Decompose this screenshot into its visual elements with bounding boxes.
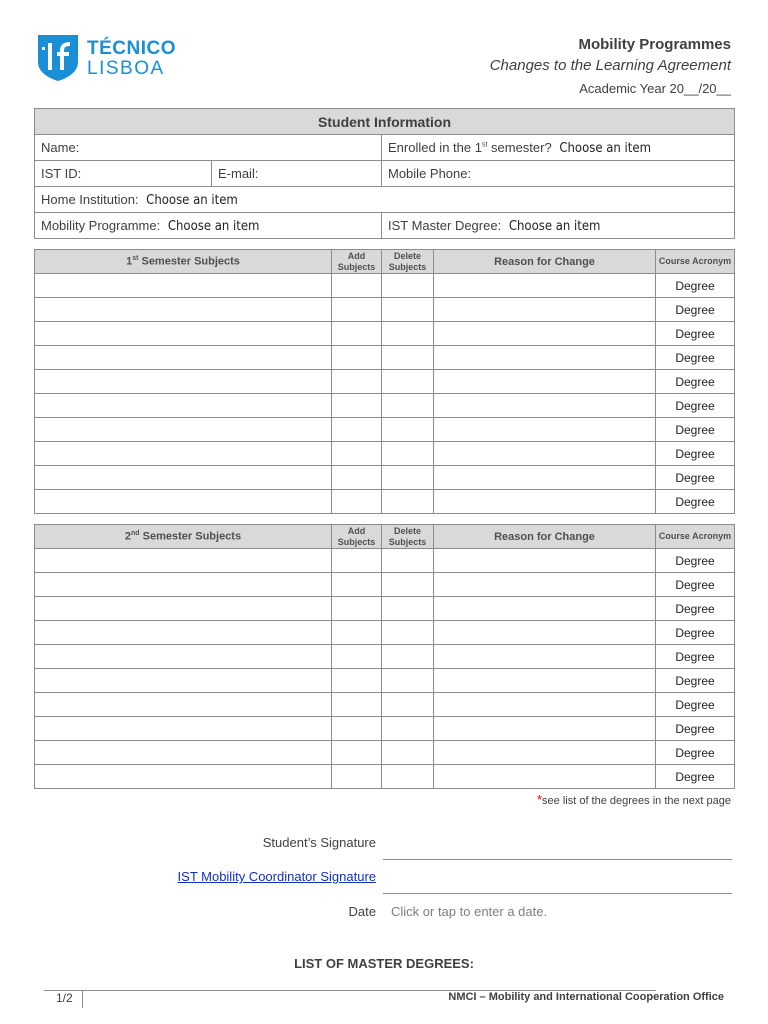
course-acronym-header: Course Acronym — [656, 525, 735, 549]
second-semester-table — [34, 524, 735, 789]
subject-cell[interactable] — [35, 765, 332, 789]
master-degree-dropdown[interactable]: Choose an item — [508, 218, 601, 234]
add-subject-cell[interactable] — [332, 418, 382, 442]
reason-cell[interactable] — [434, 322, 656, 346]
add-subject-cell[interactable] — [332, 765, 382, 789]
course-acronym-dropdown[interactable]: Degree — [656, 693, 735, 717]
email-label: E-mail: — [218, 166, 259, 181]
delete-subject-cell[interactable] — [382, 597, 434, 621]
home-institution-field[interactable] — [35, 187, 735, 213]
reason-cell[interactable] — [434, 490, 656, 514]
reason-for-change-header: Reason for Change — [434, 525, 656, 549]
subject-cell[interactable] — [35, 597, 332, 621]
add-subject-cell[interactable] — [332, 394, 382, 418]
subject-cell[interactable] — [35, 573, 332, 597]
table-row — [35, 693, 735, 717]
reason-cell[interactable] — [434, 442, 656, 466]
course-acronym-dropdown[interactable]: Degree — [656, 490, 735, 514]
reason-cell[interactable] — [434, 274, 656, 298]
course-acronym-dropdown[interactable]: Degree — [656, 274, 735, 298]
reason-cell[interactable] — [434, 549, 656, 573]
reason-for-change-header: Reason for Change — [434, 250, 656, 274]
subject-cell[interactable] — [35, 442, 332, 466]
course-acronym-dropdown[interactable]: Degree — [656, 370, 735, 394]
logo-text-lisboa: LISBOA — [87, 57, 165, 79]
subject-cell[interactable] — [35, 717, 332, 741]
table-row — [35, 741, 735, 765]
reason-cell[interactable] — [434, 573, 656, 597]
course-acronym-dropdown[interactable]: Degree — [656, 322, 735, 346]
add-subject-cell[interactable] — [332, 370, 382, 394]
delete-subject-cell[interactable] — [382, 765, 434, 789]
student-information-table — [34, 108, 735, 239]
mobile-phone-field[interactable] — [382, 161, 735, 187]
course-acronym-dropdown[interactable]: Degree — [656, 597, 735, 621]
reason-cell[interactable] — [434, 621, 656, 645]
mobility-programme-dropdown[interactable]: Choose an item — [167, 218, 260, 234]
course-acronym-dropdown[interactable]: Degree — [656, 741, 735, 765]
table-row — [35, 765, 735, 789]
subject-cell[interactable] — [35, 322, 332, 346]
subject-cell[interactable] — [35, 346, 332, 370]
table-row — [35, 490, 735, 514]
delete-subject-cell[interactable] — [382, 322, 434, 346]
coordinator-signature-line[interactable] — [383, 893, 732, 894]
delete-subject-cell[interactable] — [382, 274, 434, 298]
delete-subject-cell[interactable] — [382, 573, 434, 597]
delete-subject-cell[interactable] — [382, 346, 434, 370]
date-label: Date — [348, 904, 376, 919]
page-number-separator — [82, 990, 83, 1008]
table-row — [35, 621, 735, 645]
reason-cell[interactable] — [434, 645, 656, 669]
course-acronym-dropdown[interactable]: Degree — [656, 298, 735, 322]
delete-subject-cell[interactable] — [382, 466, 434, 490]
subject-cell[interactable] — [35, 621, 332, 645]
course-acronym-dropdown[interactable]: Degree — [656, 346, 735, 370]
document-subtitle: Changes to the Learning Agreement — [489, 57, 731, 74]
add-subject-cell[interactable] — [332, 573, 382, 597]
course-acronym-dropdown[interactable]: Degree — [656, 645, 735, 669]
course-acronym-dropdown[interactable]: Degree — [656, 394, 735, 418]
master-degree-field[interactable] — [382, 213, 735, 239]
subject-cell[interactable] — [35, 394, 332, 418]
course-acronym-header: Course Acronym — [656, 250, 735, 274]
subject-cell[interactable] — [35, 693, 332, 717]
delete-subject-cell[interactable] — [382, 645, 434, 669]
add-subjects-header: Add Subjects — [332, 525, 382, 549]
table-row — [35, 597, 735, 621]
student-signature-label: Student’s Signature — [262, 835, 376, 850]
delete-subjects-header: Delete Subjects — [382, 525, 434, 549]
ist-logo — [37, 34, 176, 82]
add-subject-cell[interactable] — [332, 693, 382, 717]
reason-cell[interactable] — [434, 298, 656, 322]
reason-cell[interactable] — [434, 741, 656, 765]
table-row — [35, 645, 735, 669]
table-row — [35, 274, 735, 298]
document-title: Mobility Programmes — [578, 36, 731, 53]
degrees-note — [537, 792, 731, 807]
enrolled-field[interactable] — [382, 135, 735, 161]
delete-subject-cell[interactable] — [382, 298, 434, 322]
table-row — [35, 717, 735, 741]
table-row — [35, 573, 735, 597]
student-information-title: Student Information — [35, 109, 735, 135]
reason-cell[interactable] — [434, 717, 656, 741]
academic-year-field[interactable]: Academic Year 20__/20__ — [579, 81, 731, 96]
add-subject-cell[interactable] — [332, 669, 382, 693]
add-subject-cell[interactable] — [332, 549, 382, 573]
coordinator-signature-label — [178, 869, 376, 884]
logo-text-tecnico: TÉCNICO — [87, 37, 176, 59]
reason-cell[interactable] — [434, 394, 656, 418]
table-row — [35, 346, 735, 370]
reason-cell[interactable] — [434, 466, 656, 490]
master-degrees-list-title: LIST OF MASTER DEGREES: — [294, 956, 474, 971]
delete-subject-cell[interactable] — [382, 394, 434, 418]
document-header — [490, 36, 731, 96]
mobile-phone-label: Mobile Phone: — [388, 166, 472, 181]
reason-cell[interactable] — [434, 597, 656, 621]
add-subject-cell[interactable] — [332, 717, 382, 741]
course-acronym-dropdown[interactable]: Degree — [656, 621, 735, 645]
reason-cell[interactable] — [434, 370, 656, 394]
home-institution-dropdown[interactable]: Choose an item — [146, 192, 238, 208]
course-acronym-dropdown[interactable]: Degree — [656, 442, 735, 466]
subject-cell[interactable] — [35, 418, 332, 442]
degrees-note-text: see list of the degrees in the next page — [542, 795, 731, 807]
add-subject-cell[interactable] — [332, 597, 382, 621]
subject-cell[interactable] — [35, 669, 332, 693]
footer-office-name: NMCI – Mobility and International Cooperation Office — [448, 991, 724, 1003]
course-acronym-dropdown[interactable]: Degree — [656, 765, 735, 789]
delete-subject-cell[interactable] — [382, 741, 434, 765]
enrolled-label: Enrolled in the 1st semester? — [388, 139, 552, 155]
subject-cell[interactable] — [35, 490, 332, 514]
delete-subject-cell[interactable] — [382, 693, 434, 717]
delete-subject-cell[interactable] — [382, 549, 434, 573]
reason-cell[interactable] — [434, 693, 656, 717]
coordinator-signature-link[interactable]: IST Mobility Coordinator Signature — [177, 869, 376, 884]
home-institution-label: Home Institution: — [41, 191, 139, 207]
course-acronym-dropdown[interactable]: Degree — [656, 549, 735, 573]
table-row — [35, 669, 735, 693]
name-label: Name: — [41, 140, 80, 155]
delete-subject-cell[interactable] — [382, 669, 434, 693]
course-acronym-dropdown[interactable]: Degree — [656, 669, 735, 693]
delete-subject-cell[interactable] — [382, 370, 434, 394]
table-row — [35, 394, 735, 418]
course-acronym-dropdown[interactable]: Degree — [656, 418, 735, 442]
subject-cell[interactable] — [35, 298, 332, 322]
delete-subject-cell[interactable] — [382, 418, 434, 442]
asterisk-mark: * — [536, 792, 543, 807]
email-field[interactable] — [212, 161, 382, 187]
ist-id-field[interactable] — [35, 161, 212, 187]
add-subject-cell[interactable] — [332, 490, 382, 514]
table-row — [35, 298, 735, 322]
add-subject-cell[interactable] — [332, 322, 382, 346]
table-row — [35, 370, 735, 394]
add-subjects-header: Add Subjects — [332, 250, 382, 274]
table-row — [35, 322, 735, 346]
table-row — [35, 442, 735, 466]
table-row — [35, 466, 735, 490]
course-acronym-dropdown[interactable]: Degree — [656, 573, 735, 597]
enrolled-dropdown[interactable]: Choose an item — [559, 140, 651, 156]
page-number: 1/2 — [56, 991, 73, 1005]
subject-cell[interactable] — [35, 645, 332, 669]
first-semester-subjects-header: 1st Semester Subjects — [35, 250, 332, 274]
mobility-programme-label: Mobility Programme: — [41, 217, 161, 233]
table-row — [35, 549, 735, 573]
delete-subject-cell[interactable] — [382, 717, 434, 741]
subject-cell[interactable] — [35, 274, 332, 298]
add-subject-cell[interactable] — [332, 741, 382, 765]
student-signature-line[interactable] — [383, 859, 732, 860]
name-field[interactable] — [35, 135, 382, 161]
date-picker-field[interactable]: Click or tap to enter a date. — [391, 904, 548, 919]
delete-subjects-header: Delete Subjects — [382, 250, 434, 274]
subject-cell[interactable] — [35, 370, 332, 394]
reason-cell[interactable] — [434, 418, 656, 442]
ist-id-label: IST ID: — [41, 166, 82, 181]
shield-logo-icon — [37, 34, 79, 82]
add-subject-cell[interactable] — [332, 346, 382, 370]
add-subject-cell[interactable] — [332, 645, 382, 669]
master-degree-label: IST Master Degree: — [388, 217, 502, 233]
delete-subject-cell[interactable] — [382, 442, 434, 466]
first-semester-rows — [35, 274, 735, 514]
add-subject-cell[interactable] — [332, 442, 382, 466]
reason-cell[interactable] — [434, 765, 656, 789]
mobility-programme-field[interactable] — [35, 213, 382, 239]
add-subject-cell[interactable] — [332, 274, 382, 298]
add-subject-cell[interactable] — [332, 298, 382, 322]
subject-cell[interactable] — [35, 549, 332, 573]
reason-cell[interactable] — [434, 346, 656, 370]
add-subject-cell[interactable] — [332, 466, 382, 490]
delete-subject-cell[interactable] — [382, 621, 434, 645]
add-subject-cell[interactable] — [332, 621, 382, 645]
table-row — [35, 418, 735, 442]
course-acronym-dropdown[interactable]: Degree — [656, 717, 735, 741]
reason-cell[interactable] — [434, 669, 656, 693]
subject-cell[interactable] — [35, 741, 332, 765]
first-semester-table — [34, 249, 735, 514]
subject-cell[interactable] — [35, 466, 332, 490]
second-semester-rows — [35, 549, 735, 789]
delete-subject-cell[interactable] — [382, 490, 434, 514]
second-semester-subjects-header: 2nd Semester Subjects — [35, 525, 332, 549]
course-acronym-dropdown[interactable]: Degree — [656, 466, 735, 490]
